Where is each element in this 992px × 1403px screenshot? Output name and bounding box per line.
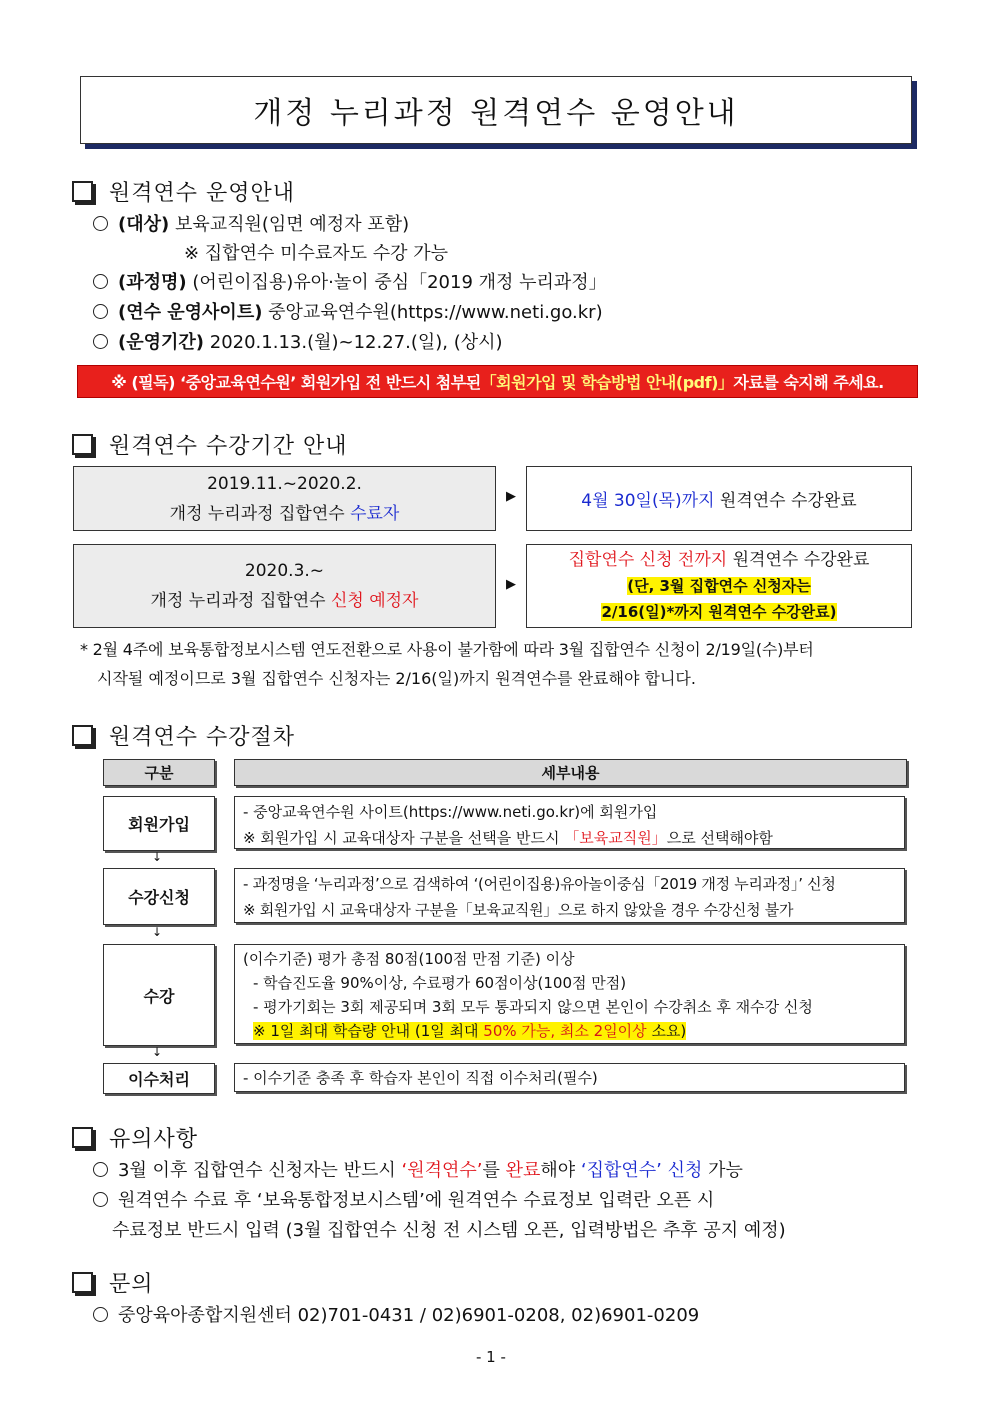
caution-text: 를 <box>482 1160 506 1181</box>
completer-deadline-date: 4월 30일(목)까지 <box>581 491 715 511</box>
right-arrow-icon: ▶ <box>506 577 516 592</box>
course-label: (과정명) <box>118 272 187 293</box>
required-notice-banner <box>77 365 918 398</box>
detail-line: - 중앙교육연수원 사이트(https://www.neti.go.kr)에 회원가입 <box>243 803 658 821</box>
detail-line: ※ 회원가입 시 교육대상자 구분을「보육교직원」으로 하지 않았을 경우 수강신청 불가 <box>243 901 794 919</box>
detail-line <box>243 825 896 851</box>
completer-keyword: 수료자 <box>350 503 400 524</box>
table-header-category: 구분 <box>103 759 215 786</box>
caution-text: 3월 이후 집합연수 신청자는 반드시 <box>118 1160 402 1181</box>
section-heading-operation <box>72 176 295 207</box>
applicant-exception-line2: 2/16(일)*까지 원격연수 수강완료) <box>601 603 837 621</box>
checkbox-bullet-icon <box>72 1272 93 1293</box>
section-heading-inquiry <box>72 1267 154 1298</box>
detail-highlight: 50% 가능, 최소 2일이상 <box>483 1022 647 1040</box>
detail-text: 소요) <box>646 1022 687 1040</box>
table-header-detail: 세부내용 <box>234 759 907 786</box>
footnote-line-1: * 2월 4주에 보육통합정보시스템 연도전환으로 사용이 불가함에 따라 3월 집합연수 신청이 2/19일(수)부터 <box>80 640 814 659</box>
caution-highlight: ‘집합연수’ 신청 <box>580 1160 703 1181</box>
down-arrow-icon: ↓ <box>152 925 163 939</box>
detail-line <box>243 1019 896 1043</box>
circle-bullet-icon <box>93 304 108 319</box>
notice-highlight: 「회원가입 및 학습방법 안내(pdf)」 <box>480 373 734 392</box>
applicant-period: 2020.3.~ <box>244 561 325 581</box>
detail-line: (이수기준) 평가 총점 80점(100점 만점 기준) 이상 <box>243 950 575 968</box>
step-complete: 이수처리 <box>103 1063 215 1094</box>
section-heading-cautions <box>72 1122 198 1153</box>
course-line <box>93 268 607 294</box>
applicant-deadline <box>569 547 870 573</box>
applicant-box <box>73 544 496 628</box>
step-study: 수강 <box>103 944 215 1046</box>
circle-bullet-icon <box>93 334 108 349</box>
applicant-keyword: 신청 예정자 <box>330 591 419 611</box>
step-complete-detail <box>234 1063 905 1092</box>
caution-text: 가능 <box>702 1160 743 1181</box>
section-heading-text: 유의사항 <box>109 1127 199 1152</box>
step-study-detail <box>234 944 905 1044</box>
step-enroll: 수강신청 <box>103 868 215 925</box>
completer-deadline <box>581 486 856 511</box>
completer-desc <box>170 499 400 529</box>
applicant-deadline-box <box>526 544 912 628</box>
down-arrow-icon: ↓ <box>152 850 163 864</box>
target-value: 보육교직원(임면 예정자 포함) <box>169 214 410 235</box>
applicant-exception-2 <box>601 599 836 625</box>
section-heading-text: 문의 <box>109 1272 154 1297</box>
circle-bullet-icon <box>93 1307 108 1322</box>
detail-line: - 평가기회는 3회 제공되며 3회 모두 통과되지 않으면 본인이 수강취소 후 재수강 신청 <box>253 998 813 1016</box>
section-heading-period <box>72 429 348 460</box>
circle-bullet-icon <box>93 274 108 289</box>
notice-text-1: ※ (필독) ‘중앙교육연수원’ 회원가입 전 반드시 첨부된 <box>111 373 481 392</box>
site-label: (연수 운영사이트) <box>118 302 263 323</box>
completer-box <box>73 466 496 531</box>
detail-line: - 학습진도율 90%이상, 수료평가 60점이상(100점 만점) <box>253 974 627 992</box>
target-note: ※ 집합연수 미수료자도 수강 가능 <box>184 243 449 264</box>
period-value: 2020.1.13.(월)~12.27.(일), (상시) <box>204 332 503 353</box>
target-label: (대상) <box>118 214 170 235</box>
circle-bullet-icon <box>93 216 108 231</box>
detail-highlight-wrap <box>253 1022 686 1040</box>
caution-highlight: 완료 <box>505 1160 541 1181</box>
section-heading-text: 원격연수 운영안내 <box>109 181 296 206</box>
detail-highlight: 「보육교직원」 <box>564 829 667 847</box>
document-title-box <box>80 76 912 144</box>
target-line <box>93 210 409 236</box>
detail-text: ※ 회원가입 시 교육대상자 구분을 선택을 반드시 <box>243 829 565 847</box>
inquiry-line <box>93 1301 699 1327</box>
step-signup-detail <box>234 796 905 849</box>
caution-highlight: ‘원격연수’ <box>401 1160 483 1181</box>
caution-line-3: 수료정보 반드시 입력 (3월 집합연수 신청 전 시스템 오픈, 입력방법은 추후 공지 예정) <box>112 1220 786 1241</box>
footnote-line-2: 시작될 예정이므로 3월 집합연수 신청자는 2/16(일)까지 원격연수를 완료해야 합니다. <box>97 669 696 688</box>
section-heading-procedure <box>72 720 295 751</box>
circle-bullet-icon <box>93 1192 108 1207</box>
caution-text: 원격연수 수료 후 ‘보육통합정보시스템’에 원격연수 수료정보 입력란 오픈 시 <box>118 1190 715 1211</box>
detail-text: 으로 선택해야함 <box>666 829 773 847</box>
step-signup: 회원가입 <box>103 796 215 851</box>
period-line <box>93 328 503 354</box>
caution-line-1 <box>93 1156 743 1182</box>
completer-deadline-text: 원격연수 수강완료 <box>714 491 857 511</box>
applicant-deadline-key: 집합연수 신청 전까지 <box>568 550 728 570</box>
applicant-desc-text: 개정 누리과정 집합연수 <box>150 591 331 611</box>
inquiry-contact: 중앙육아종합지원센터 02)701-0431 / 02)6901-0208, 02)6901-0209 <box>118 1305 700 1326</box>
completer-deadline-box <box>526 466 912 531</box>
detail-line: - 과정명을 ‘누리과정’으로 검색하여 ‘(어린이집용)유아놀이중심「2019 개정 누리과정」’ 신청 <box>243 875 836 893</box>
checkbox-bullet-icon <box>72 725 93 746</box>
step-enroll-detail <box>234 868 905 923</box>
document-title: 개정 누리과정 원격연수 운영안내 <box>253 96 739 131</box>
page-number: - 1 - <box>476 1348 506 1366</box>
checkbox-bullet-icon <box>72 1127 93 1148</box>
checkbox-bullet-icon <box>72 181 93 202</box>
applicant-deadline-text: 원격연수 수강완료 <box>727 550 870 570</box>
course-value: (어린이집용)유아·놀이 중심「2019 개정 누리과정」 <box>186 272 607 293</box>
caution-line-2 <box>93 1186 714 1212</box>
section-heading-text: 원격연수 수강기간 안내 <box>109 434 348 459</box>
applicant-exception-line1: (단, 3월 집합연수 신청자는 <box>627 577 811 595</box>
circle-bullet-icon <box>93 1162 108 1177</box>
notice-text-3: 자료를 숙지해 주세요. <box>733 373 884 392</box>
site-line <box>93 298 603 324</box>
period-label: (운영기간) <box>118 332 205 353</box>
detail-text: ※ 1일 최대 학습량 안내 (1일 최대 <box>253 1022 484 1040</box>
section-heading-text: 원격연수 수강절차 <box>109 725 296 750</box>
applicant-exception <box>627 573 811 599</box>
completer-period: 2019.11.~2020.2. <box>207 473 362 494</box>
completer-desc-text: 개정 누리과정 집합연수 <box>169 503 351 524</box>
applicant-desc <box>151 586 419 616</box>
down-arrow-icon: ↓ <box>152 1045 163 1059</box>
checkbox-bullet-icon <box>72 434 93 455</box>
site-value: 중앙교육연수원(https://www.neti.go.kr) <box>262 302 603 323</box>
caution-text: 해야 <box>540 1160 581 1181</box>
detail-line: - 이수기준 충족 후 학습자 본인이 직접 이수처리(필수) <box>243 1069 598 1087</box>
right-arrow-icon: ▶ <box>506 489 516 504</box>
